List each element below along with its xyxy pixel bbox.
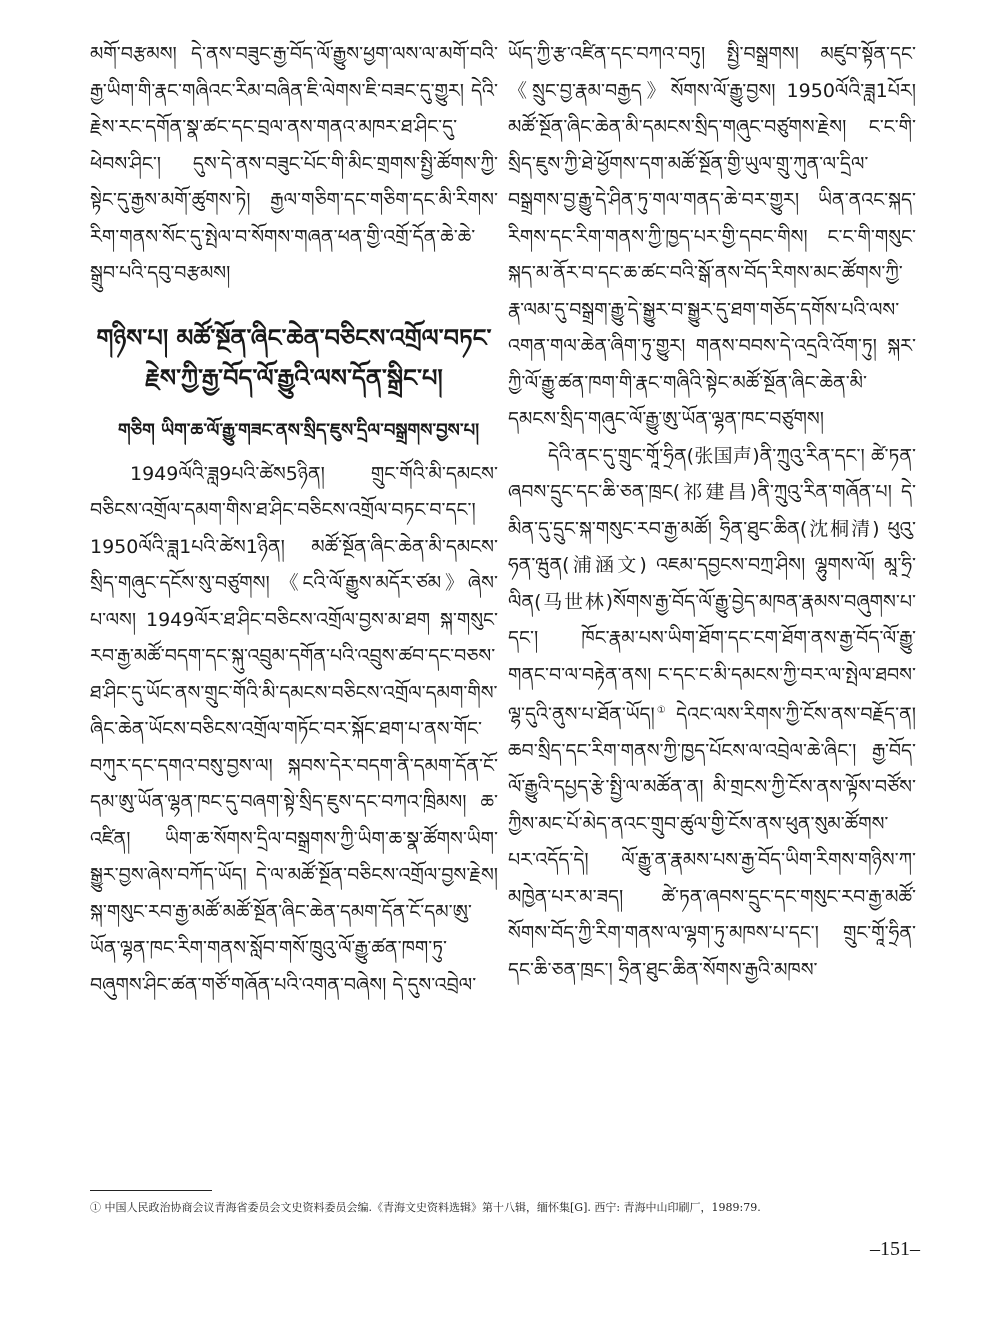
paragraph-2-text: དེའི་ནང་དུ་གྲུང་གཱོ་ཧྲིན(张国声)ནི་ཀྲུའུ་རིན་དང་། ཚེ་ཏན་ཞབས་དྲུང་དང་ཆི་ཅན་ཁྲང(祁建昌)ནི་ཀྲུའུ་རིན་གཞོན་པ། དེ་མིན་དུ་དྲུང་སྐ་གསུང་རབ་རྒྱ་མཚོ། ཧྲིན་ཐུང་ཆིན(沈桐清) ཕུའུ་ཧན་ཝུན(浦涵文) འཇམ་དབྱངས་བཀྲ་ཤིས། ལྷུགས་ལོ། མཱ་ཧྲི་ལིན(马世林)སོགས་རྒྱ་བོད་ལོ་རྒྱུ་བྱེད་མཁན་རྣམས་བཞུགས་པ་དང་། ཁོང་རྣམ་པས་ཡིག་ཐོག་དང་ངག་ཐོག་ནས་རྒྱ་བོད་ལོ་རྒྱུ་གནང་བ་ལ་བརྟེན་ནས། ང་དང་ང་མི་དམངས་ཀྱི་བར་ལ་སྤེལ་ཐབས་ལྷ་དུའི་ནུས་པ་ཐོན་ཡོད།: [508, 444, 916, 726]
paragraph-2: [508, 438, 916, 989]
paragraph-2-continued: དེའང་ལས་རིགས་ཀྱི་ངོས་ནས་བརྗོད་ན། ཆབ་སྲིད་དང་རིག་གནས་ཀྱི་ཁྱད་པོངས་ལ་འབྲེལ་ཆེ་ཞིང་། རྒྱ་བོད་ལོ་རྒྱུའི་དཔྱད་རྩེ་སྤྱི་ལ་མཚོན་ན། མི་གྲངས་ཀྱི་ངོས་ནས་ལྟོས་བཙོས་ཀྱིས་མང་པོ་མེད་ནའང་གྲུབ་ཚུལ་གྱི་ངོས་ནས་ཕུན་སུམ་ཚོགས་པར་འདོད་དེ། ལོ་རྒྱུ་ན་རྣམས་པས་རྒྱ་བོད་ཡིག་རིགས་གཉིས་ཀ་མཁྱེན་པར་མ་ཟད། ཚེ་ཏན་ཞབས་དྲུང་དང་གསུང་རབ་རྒྱ་མཚོ་སོགས་བོད་ཀྱི་རིག་གནས་ལ་ལྷག་ཏུ་མཁས་པ་དང་། གྲུང་གཱོ་ཧྲིན་དང་ཆི་ཅན་ཁྲང་། ཧྲིན་ཐུང་ཆིན་སོགས་རྒྱའི་མཁས་: [508, 703, 917, 981]
paragraph-1: ཡོད་ཀྱི་རྩ་འཛིན་དང་བཀའ་བཏུ། སྤྱི་བསྒྲགས། མཛུབ་སྟོན་དང་《སྲུང་བྱ་རྣམ་བརྒྱད》སོགས་ལོ་རྒྱུ་བྱས། 1950ལོའི་ཟླ1པོར། མཚོ་སྔོན་ཞིང་ཆེན་མི་དམངས་སྲིད་གཞུང་བཙུགས་རྗེས། ང་ང་གི་སྲིད་ཇུས་ཀྱི་ཐེ་ཕྱོགས་དག་མཚོ་སྔོན་གྱི་ཡུལ་གྲུ་ཀུན་ལ་དྲིལ་བསྒྲགས་བྱ་རྒྱུ་དེ་ཤིན་ཏུ་གལ་གནད་ཆེ་བར་གྱུར། ཡིན་ནའང་སྐད་རིགས་དང་རིག་གནས་ཀྱི་ཁྱད་པར་གྱི་དབང་གིས། ང་ང་གི་གསུང་སྐད་མ་ནོར་བ་དང་ཆ་ཚང་བའི་སྒོ་ནས་བོད་རིགས་མང་ཚོགས་ཀྱི་རྣ་ལམ་དུ་བསྒྲག་རྒྱུ་དེ་སྒྱུར་བ་སྒྱུར་དུ་ཐག་གཅོད་དགོས་པའི་ལས་འགན་གལ་ཆེན་ཞིག་ཏུ་གྱུར། གནས་བབས་དེ་འདྲའི་འོག་ཏུ། སྐར་ཀྱི་ལོ་རྒྱུ་ཚན་ཁག་གི་རྣང་གཞིའི་སྟེང་མཚོ་སྔོན་ཞིང་ཆེན་མི་དམངས་སྲིད་གཞུང་ལོ་རྒྱུ་ཨུ་ཡོན་ལྷན་ཁང་བཙུགས།: [508, 43, 916, 430]
intro-paragraph: མགོ་བརྩམས། དེ་ནས་བཟུང་རྒྱ་བོད་ལོ་རྒྱུས་ཕྱག་ལས་ལ་མགོ་བའི་རྒྱ་ཡིག་གི་རྣང་གཞིའང་རིམ་བཞིན་ཇི་ལེགས་ཇི་བཟང་དུ་གྱུར། དེའི་རྗེས་རང་དགོན་སྣ་ཚང་དང་བྲལ་ནས་གནའ་མཁར་ཐ་ཤིང་དུ་ཕེབས་ཤིང་། དུས་དེ་ནས་བཟུང་པོང་གི་མིང་གྲགས་སྤྱི་ཚོགས་ཀྱི་སྟེང་དུ་རྒྱས་མགོ་ཚུགས་ཏེ། རྒྱལ་གཅིག་དང་གཅིག་དང་མི་རིགས་རིག་གནས་སོང་དུ་སྤེལ་བ་སོགས་གཞན་ཕན་གྱི་འགྲོ་དོན་ཆེ་ཆེ་སྒྲུབ་པའི་དབུ་བརྩམས།: [90, 43, 498, 284]
left-column: [90, 36, 498, 1003]
right-column: [508, 36, 916, 988]
footnote-marker: ①: [90, 1201, 101, 1214]
footnote: [90, 1200, 920, 1216]
footnote-reference[interactable]: ①: [654, 705, 668, 716]
section-heading: གཉིས་པ། མཚོ་སྔོན་ཞིང་ཆེན་བཅིངས་འགྲོལ་བཏང་རྗེས་ཀྱི་རྒྱ་བོད་ལོ་རྒྱུའི་ལས་དོན་སྒྲིང་པ།: [96, 323, 492, 392]
page-number: –151–: [870, 1238, 920, 1260]
footnote-text: 中国人民政治协商会议青海省委员会文史资料委员会编.《青海文史资料选辑》第十八辑，缅怀集[G]. 西宁: 青海中山印刷厂，1989:79.: [104, 1201, 761, 1214]
footnote-divider: [90, 1190, 212, 1191]
body-paragraph: 1949ལོའི་ཟླ9པའི་ཚེས5ཉིན། གྲུང་གོའི་མི་དམངས་བཅིངས་འགྲོལ་དམག་གིས་ཐ་ཤིང་བཅིངས་འགྲོལ་བཏང་བ་དང་། 1950ལོའི་ཟླ1པའི་ཚེས1ཉིན། མཚོ་སྔོན་ཞིང་ཆེན་མི་དམངས་སྲིད་གཞུང་དངོས་སུ་བཙུགས། 《ངའི་ལོ་རྒྱུས་མདོར་ཙམ》ཞེས་པ་ལས། 1949ལོར་ཐ་ཤིང་བཅིངས་འགྲོལ་བྱས་མ་ཐག སྐ་གསུང་རབ་རྒྱ་མཚོ་བདག་དང་སྐུ་འབྲུམ་དགོན་པའི་འབྲུས་ཚབ་དང་བཅས་ཐ་ཤིང་དུ་ཡོང་ནས་གྲུང་གོའི་མི་དམངས་བཅིངས་འགྲོལ་དམག་གིས་ཞིང་ཆེན་ཡོངས་བཅིངས་འགྲོལ་གཏོང་བར་སྐོང་ཐག་པ་ནས་གོང་བཀུར་དང་དགའ་བསུ་བྱས་ལ། སྐབས་དེར་བདག་ནི་དམག་དོན་ངོ་དམ་ཨུ་ཡོན་ལྷན་ཁང་དུ་བཞག་སྟེ་སྲིད་ཇུས་དང་བཀའ་ཁྲིམས། ཆ་འཛིན། ཡིག་ཆ་སོགས་དྲིལ་བསྒྲགས་ཀྱི་ཡིག་ཆ་སྣ་ཚོགས་ཡིག་སྒྱུར་བྱས་ཞེས་བཀོད་ཡོད། དེ་ལ་མཚོ་སྔོན་བཅིངས་འགྲོལ་བྱས་རྗེས། སྐ་གསུང་རབ་རྒྱ་མཚོ་མཚོ་སྔོན་ཞིང་ཆེན་དམག་དོན་ངོ་དམ་ཨུ་ཡོན་ལྷན་ཁང་རིག་གནས་སློབ་གསོ་ཁྲུའུ་ལོ་རྒྱུ་ཚན་ཁག་ཏུ་བཞུགས་ཤིང་ཚན་གཙོ་གཞོན་པའི་འགན་བཞེས། དེ་དུས་འབྲེལ་: [90, 462, 498, 996]
subsection-heading: གཅིག ཡིག་ཆ་ལོ་རྒྱུ་གཟང་ནས་སྲིད་ཇུས་དྲིལ་བསྒྲགས་བྱས་པ།: [118, 419, 480, 441]
